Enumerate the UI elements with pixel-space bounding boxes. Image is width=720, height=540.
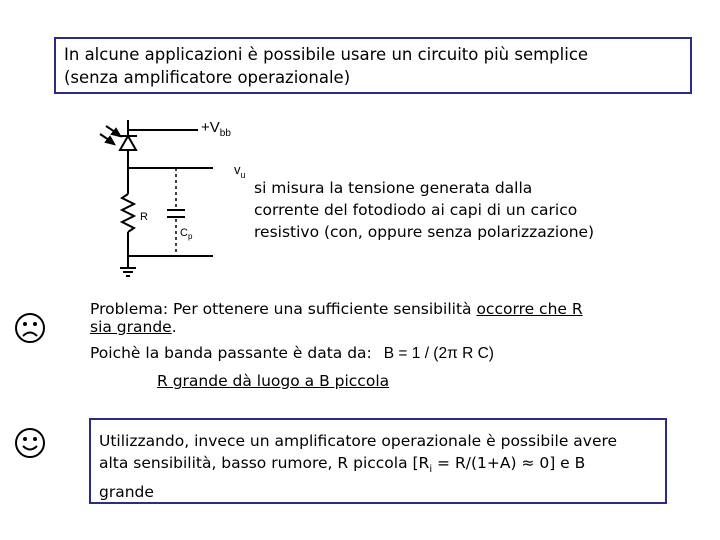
description-line-3: resistivo (con, oppure senza polarizzazione) <box>254 223 595 241</box>
consequence-text: R grande dà luogo a B piccola <box>157 372 390 390</box>
problem-prefix: Problema: Per ottenere una sufficiente sensibilità <box>90 300 477 318</box>
circuit-description <box>254 177 634 243</box>
photodiode-symbol <box>119 130 137 150</box>
description-line-2: corrente del fotodiodo ai capi di un carico <box>254 201 578 219</box>
output-label: $v_u$ <box>234 162 246 180</box>
band-text: Poichè la banda passante è data da: <box>90 344 372 362</box>
light-arrows-icon <box>100 126 120 144</box>
capacitor-symbol <box>167 210 185 217</box>
problem-underlined-1: occorre che R <box>476 300 583 318</box>
resistor-label: R <box>140 211 148 223</box>
photodiode-circuit-diagram <box>88 108 268 288</box>
solution-line-2: alta sensibilità, basso rumore, R piccola $[R_i = R/(1+A) \approx 0]$ e B <box>99 454 586 476</box>
ground-icon <box>120 268 136 276</box>
problem-statement <box>90 300 650 336</box>
intro-box <box>54 37 692 94</box>
band-statement <box>90 344 494 363</box>
solution-line-1: Utilizzando, invece un amplificatore operazionale è possibile avere <box>99 432 618 450</box>
intro-line-2: (senza amplificatore operazionale) <box>64 68 351 87</box>
solution-line-3: grande <box>99 483 154 502</box>
supply-label: $+V_{bb}$ <box>201 119 231 139</box>
solution-box <box>89 418 667 504</box>
description-line-1: si misura la tensione generata dalla <box>254 179 533 197</box>
sad-face-icon <box>14 312 46 344</box>
problem-suffix: . <box>171 318 177 336</box>
bandwidth-formula: B = 1 / (2π R C) <box>383 345 494 362</box>
happy-face-icon <box>14 427 46 459</box>
intro-line-1: In alcune applicazioni è possibile usare un circuito più semplice <box>64 45 589 64</box>
problem-underlined-2: sia grande <box>90 318 172 336</box>
capacitor-label: $C_p$ <box>180 227 193 241</box>
resistor-symbol <box>122 194 134 232</box>
